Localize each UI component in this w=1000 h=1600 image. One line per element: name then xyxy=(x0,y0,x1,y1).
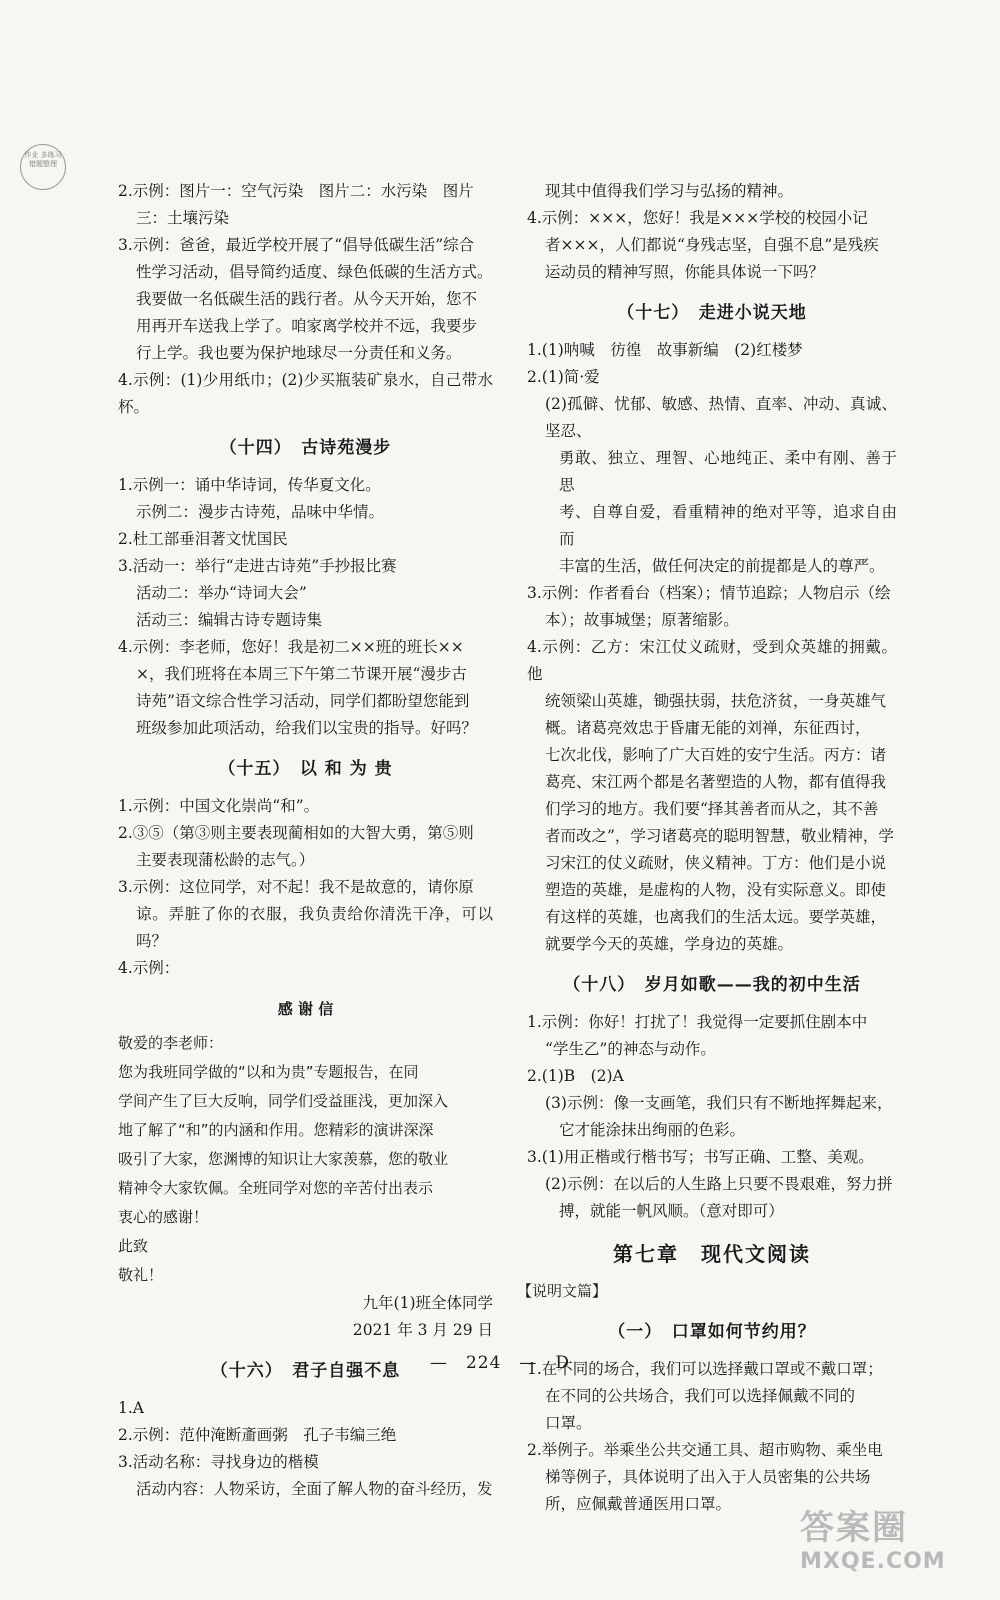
text-line: 习宋江的仗义疏财，侠义精神。丁方：他们是小说 xyxy=(545,854,887,872)
letter-line: 您为我班同学做的“以和为贵”专题报告，在同 xyxy=(118,1063,419,1081)
text-line: 勇敢、独立、理智、心地纯正、柔中有刚、善于思 xyxy=(559,449,897,494)
chapter-heading: 第七章 现代文阅读 xyxy=(613,1242,811,1266)
text-line: 4.示例：李老师，您好！我是初二××班的班长×× xyxy=(118,638,464,656)
text-line: 4.示例：×××，您好！我是×××学校的校园小记 xyxy=(527,209,868,227)
text-line: 考、自尊自爱，看重精神的绝对平等，追求自由而 xyxy=(559,503,897,548)
watermark-title: 答案圈 xyxy=(800,1508,908,1548)
text-line: 活动二：举办“诗词大会” xyxy=(136,584,307,602)
text-line: 班级参加此项活动，给我们以宝贵的指导。好吗？ xyxy=(136,719,478,737)
section-heading: （十八） 岁月如歌——我的初中生活 xyxy=(563,975,861,995)
text-line: 3.(1)用正楷或行楷书写；书写正确、工整、美观。 xyxy=(527,1148,874,1166)
text-line: 用再开车送我上学了。咱家离学校并不远，我要步 xyxy=(136,317,478,335)
text-line: 2.(1)简·爱 xyxy=(527,368,600,386)
text-line: 塑造的英雄，是虚构的人物，没有实际意义。即使 xyxy=(545,881,887,899)
text-line: 统领梁山英雄，锄强扶弱，扶危济贫，一身英雄气 xyxy=(545,692,887,710)
text-line: 主要表现蒲松龄的志气。） xyxy=(136,851,315,869)
text-line: 3.示例：爸爸，最近学校开展了“倡导低碳生活”综合 xyxy=(118,236,475,254)
text-line: 示例二：漫步古诗苑，品味中华情。 xyxy=(136,503,385,521)
text-line: 活动内容：人物采访，全面了解人物的奋斗经历，发 xyxy=(136,1480,493,1498)
text-line: 七次北伐，影响了广大百姓的安宁生活。丙方：诸 xyxy=(545,746,887,764)
section-heading: （十五） 以 和 为 贵 xyxy=(218,759,393,779)
page-footer: — 224 — D xyxy=(429,1353,571,1373)
text-line: 性学习活动，倡导简约适度、绿色低碳的生活方式。 xyxy=(136,263,493,281)
text-line: ×，我们班将在本周三下午第二节课开展“漫步古 xyxy=(136,665,467,683)
text-line: 活动三：编辑古诗专题诗集 xyxy=(136,611,323,629)
text-line: 2.举例子。举乘坐公共交通工具、超市购物、乘坐电 xyxy=(527,1441,883,1459)
letter-line: 敬礼！ xyxy=(118,1266,164,1284)
letter-line: 吸引了大家，您渊博的知识让大家羡慕，您的敬业 xyxy=(118,1150,449,1168)
text-line: 2.杜工部垂泪著文忧国民 xyxy=(118,530,288,548)
letter-title: 感 谢 信 xyxy=(277,1000,334,1018)
text-line: 运动员的精神写照，你能具体说一下吗？ xyxy=(545,263,825,281)
right-column xyxy=(517,178,897,1518)
text-line: 在不同的公共场合，我们可以选择佩戴不同的 xyxy=(545,1387,856,1405)
text-line: (2)孤僻、忧郁、敏感、热情、直率、冲动、真诚、坚忍、 xyxy=(545,395,897,440)
letter-line: 学间产生了巨大反响，同学们受益匪浅，更加深入 xyxy=(118,1092,449,1110)
stamp-text: 作业 多练习 错题整理 xyxy=(24,151,62,168)
text-line: 2.示例：图片一：空气污染 图片二：水污染 图片 xyxy=(118,182,474,200)
text-line: 4.示例：乙方：宋江仗义疏财，受到众英雄的拥戴。他 xyxy=(527,638,897,683)
letter-line: 精神令大家钦佩。全班同学对您的辛苦付出表示 xyxy=(118,1179,434,1197)
text-line: 1.示例：你好！打扰了！我觉得一定要抓住剧本中 xyxy=(527,1013,868,1031)
section-heading: （十四） 古诗苑漫步 xyxy=(219,438,392,458)
text-line: “学生乙”的神态与动作。 xyxy=(545,1040,716,1058)
section-heading: （十六） 君子自强不息 xyxy=(210,1361,401,1381)
text-line: 梯等例子，具体说明了出入于人员密集的公共场 xyxy=(545,1468,871,1486)
text-line: 它才能涂抹出绚丽的色彩。 xyxy=(559,1121,746,1139)
text-line: 三：土壤污染 xyxy=(136,209,230,227)
stamp-seal xyxy=(20,144,66,190)
text-line: 就要学今天的英雄，学身边的英雄。 xyxy=(545,935,794,953)
text-line: 3.示例：这位同学，对不起！我不是故意的，请你原 xyxy=(118,878,474,896)
letter-line: 敬爱的李老师： xyxy=(118,1034,224,1052)
text-line: 口罩。 xyxy=(545,1414,592,1432)
text-line: 葛亮、宋江两个都是名著塑造的人物，都有值得我 xyxy=(545,773,887,791)
text-line: 1.示例一：诵中华诗词，传华夏文化。 xyxy=(118,476,381,494)
text-line: 2021 年 3 月 29 日 xyxy=(352,1321,493,1339)
text-line: 1.在不同的场合，我们可以选择戴口罩或不戴口罩； xyxy=(527,1360,883,1378)
text-line: (2)示例：在以后的人生路上只要不畏艰难，努力拼 xyxy=(545,1175,893,1193)
text-line: 者而改之”，学习诸葛亮的聪明智慧，敬业精神，学 xyxy=(545,827,894,845)
text-line: 九年(1)班全体同学 xyxy=(362,1294,493,1312)
text-line: 丰富的生活，做任何决定的前提都是人的尊严。 xyxy=(559,557,885,575)
text-line: 有这样的英雄，也离我们的生活太远。要学英雄， xyxy=(545,908,887,926)
text-line: 3.活动一：举行“走进古诗苑”手抄报比赛 xyxy=(118,557,397,575)
left-column xyxy=(118,178,493,1503)
text-line: 概。诸葛亮效忠于昏庸无能的刘禅，东征西讨， xyxy=(545,719,871,737)
text-line: 谅。弄脏了你的衣服，我负责给你清洗干净，可以吗？ xyxy=(136,905,493,950)
text-line: 所，应佩戴普通医用口罩。 xyxy=(545,1495,732,1513)
text-line: 我要做一名低碳生活的践行者。从今天开始，您不 xyxy=(136,290,478,308)
text-line: 4.示例：(1)少用纸巾；(2)少买瓶装矿泉水，自己带水杯。 xyxy=(118,371,493,416)
section-heading: （一） 口罩如何节约用？ xyxy=(608,1322,816,1342)
text-line: 3.示例：作者看台（档案）；情节追踪；人物启示（绘 xyxy=(527,584,891,602)
text-line: 现其中值得我们学习与弘扬的精神。 xyxy=(545,182,794,200)
text-line: 者×××，人们都说“身残志坚，自强不息”是残疾 xyxy=(545,236,879,254)
text-line: 4.示例： xyxy=(118,959,180,977)
text-line: 1.示例：中国文化崇尚“和”。 xyxy=(118,797,320,815)
section-tag: 【说明文篇】 xyxy=(517,1282,608,1300)
text-line: 3.活动名称：寻找身边的楷模 xyxy=(118,1453,319,1471)
text-line: 2.③⑤（第③则主要表现蔺相如的大智大勇，第⑤则 xyxy=(118,824,474,842)
text-line: 1.A xyxy=(118,1399,144,1417)
text-line: 2.(1)B (2)A xyxy=(527,1067,624,1085)
letter-line: 衷心的感谢！ xyxy=(118,1208,209,1226)
watermark-url: MXQE.COM xyxy=(800,1549,946,1574)
letter-line: 地了解了“和”的内涵和作用。您精彩的演讲深深 xyxy=(118,1121,434,1139)
text-line: 行上学。我也要为保护地球尽一分责任和义务。 xyxy=(136,344,462,362)
text-line: 诗苑”语文综合性学习活动，同学们都盼望您能到 xyxy=(136,692,470,710)
text-line: 1.(1)呐喊 彷徨 故事新编 (2)红楼梦 xyxy=(527,341,803,359)
text-line: 2.示例：范仲淹断齑画粥 孔子韦编三绝 xyxy=(118,1426,397,1444)
letter-line: 此致 xyxy=(118,1237,149,1255)
text-line: 搏，就能一帆风顺。（意对即可） xyxy=(559,1202,784,1220)
text-line: 本）；故事城堡；原著缩影。 xyxy=(545,611,739,629)
section-heading: （十七） 走进小说天地 xyxy=(617,303,807,323)
text-line: (3)示例：像一支画笔，我们只有不断地挥舞起来， xyxy=(545,1094,893,1112)
text-line: 们学习的地方。我们要“择其善者而从之，其不善 xyxy=(545,800,879,818)
watermark-logo xyxy=(800,1500,990,1595)
